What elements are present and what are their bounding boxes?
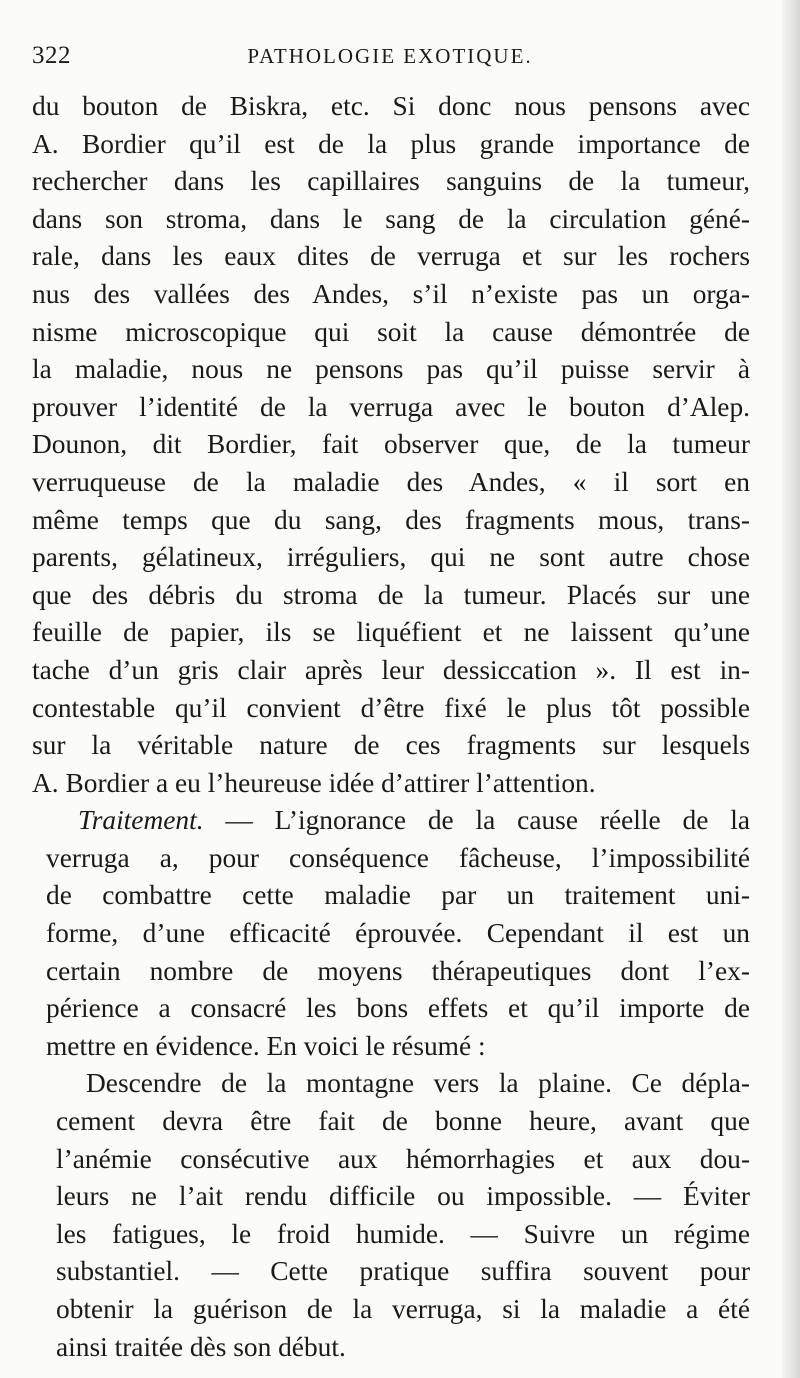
page-number: 322: [32, 42, 71, 69]
page-edge-shadow: [782, 0, 800, 1378]
text-line: dans son stroma, dans le sang de la circulation géné-: [32, 203, 750, 234]
text-line: Descendre de la montagne vers la plaine. Ce dépla-: [86, 1068, 750, 1099]
running-title: PATHOLOGIE EXOTIQUE.: [247, 44, 533, 68]
text-line: tache d’un gris clair après leur dessiccation ». Il est in-: [32, 654, 750, 685]
text-line: verruga a, pour conséquence fâcheuse, l’impossibilité: [46, 842, 750, 873]
text-line: A. Bordier qu’il est de la plus grande importance de: [32, 128, 750, 159]
text-line: sur la véritable nature de ces fragments sur lesquels: [32, 730, 750, 761]
text-line: cement devra être fait de bonne heure, avant que: [56, 1106, 750, 1137]
section-heading: Traitement.: [78, 805, 204, 836]
page-header: [32, 42, 748, 82]
paragraph-continuation: [32, 88, 750, 802]
text-line: périence a consacré les bons effets et qu’il importe de: [46, 993, 750, 1024]
text-line: ainsi traitée dès son début.: [56, 1331, 346, 1362]
text-line: même temps que du sang, des fragments mous, trans-: [32, 504, 750, 535]
text-line: Dounon, dit Bordier, fait observer que, de la tumeur: [32, 429, 750, 460]
text-line: les fatigues, le froid humide. — Suivre un régime: [56, 1218, 750, 1249]
body-text: [32, 88, 750, 1366]
text-line: verruqueuse de la maladie des Andes, « il sort en: [32, 466, 750, 497]
text-line: contestable qu’il convient d’être fixé le plus tôt possible: [32, 692, 750, 723]
text-line: la maladie, nous ne pensons pas qu’il puisse servir à: [32, 354, 750, 385]
text-line: nisme microscopique qui soit la cause démontrée de: [32, 316, 750, 347]
text-line: obtenir la guérison de la verruga, si la maladie a été: [56, 1294, 750, 1324]
text-line: leurs ne l’ait rendu difficile ou impossible. — Éviter: [56, 1181, 750, 1212]
text-line: parents, gélatineux, irréguliers, qui ne sont autre chose: [32, 542, 750, 573]
text-line: feuille de papier, ils se liquéfient et ne laissent qu’une: [32, 617, 750, 648]
text-line: nus des vallées des Andes, s’il n’existe pas un orga-: [32, 278, 750, 309]
text-line: rale, dans les eaux dites de verruga et sur les rochers: [32, 241, 750, 272]
text-line: forme, d’une efficacité éprouvée. Cependant il est un: [46, 918, 750, 949]
text-line: substantiel. — Cette pratique suffira souvent pour: [56, 1256, 750, 1287]
paragraph-treatment-steps: [32, 1065, 750, 1366]
text-line: de combattre cette maladie par un traitement uni-: [46, 880, 750, 911]
text-line: que des débris du stroma de la tumeur. Placés sur une: [32, 579, 750, 610]
paragraph-traitement: [32, 802, 750, 1065]
text-fragment: — L’ignorance de la cause réelle de la: [203, 805, 750, 836]
text-line: l’anémie consécutive aux hémorrhagies et aux dou-: [56, 1143, 750, 1174]
text-line: A. Bordier a eu l’heureuse idée d’attirer l’attention.: [32, 767, 596, 798]
text-line: certain nombre de moyens thérapeutiques dont l’ex-: [46, 955, 750, 986]
text-line: [32, 802, 750, 840]
text-line: prouver l’identité de la verruga avec le bouton d’Alep.: [32, 391, 750, 422]
text-line: du bouton de Biskra, etc. Si donc nous pensons avec: [32, 91, 750, 121]
text-line: mettre en évidence. En voici le résumé :: [46, 1030, 486, 1061]
text-line: rechercher dans les capillaires sanguins de la tumeur,: [32, 166, 750, 197]
